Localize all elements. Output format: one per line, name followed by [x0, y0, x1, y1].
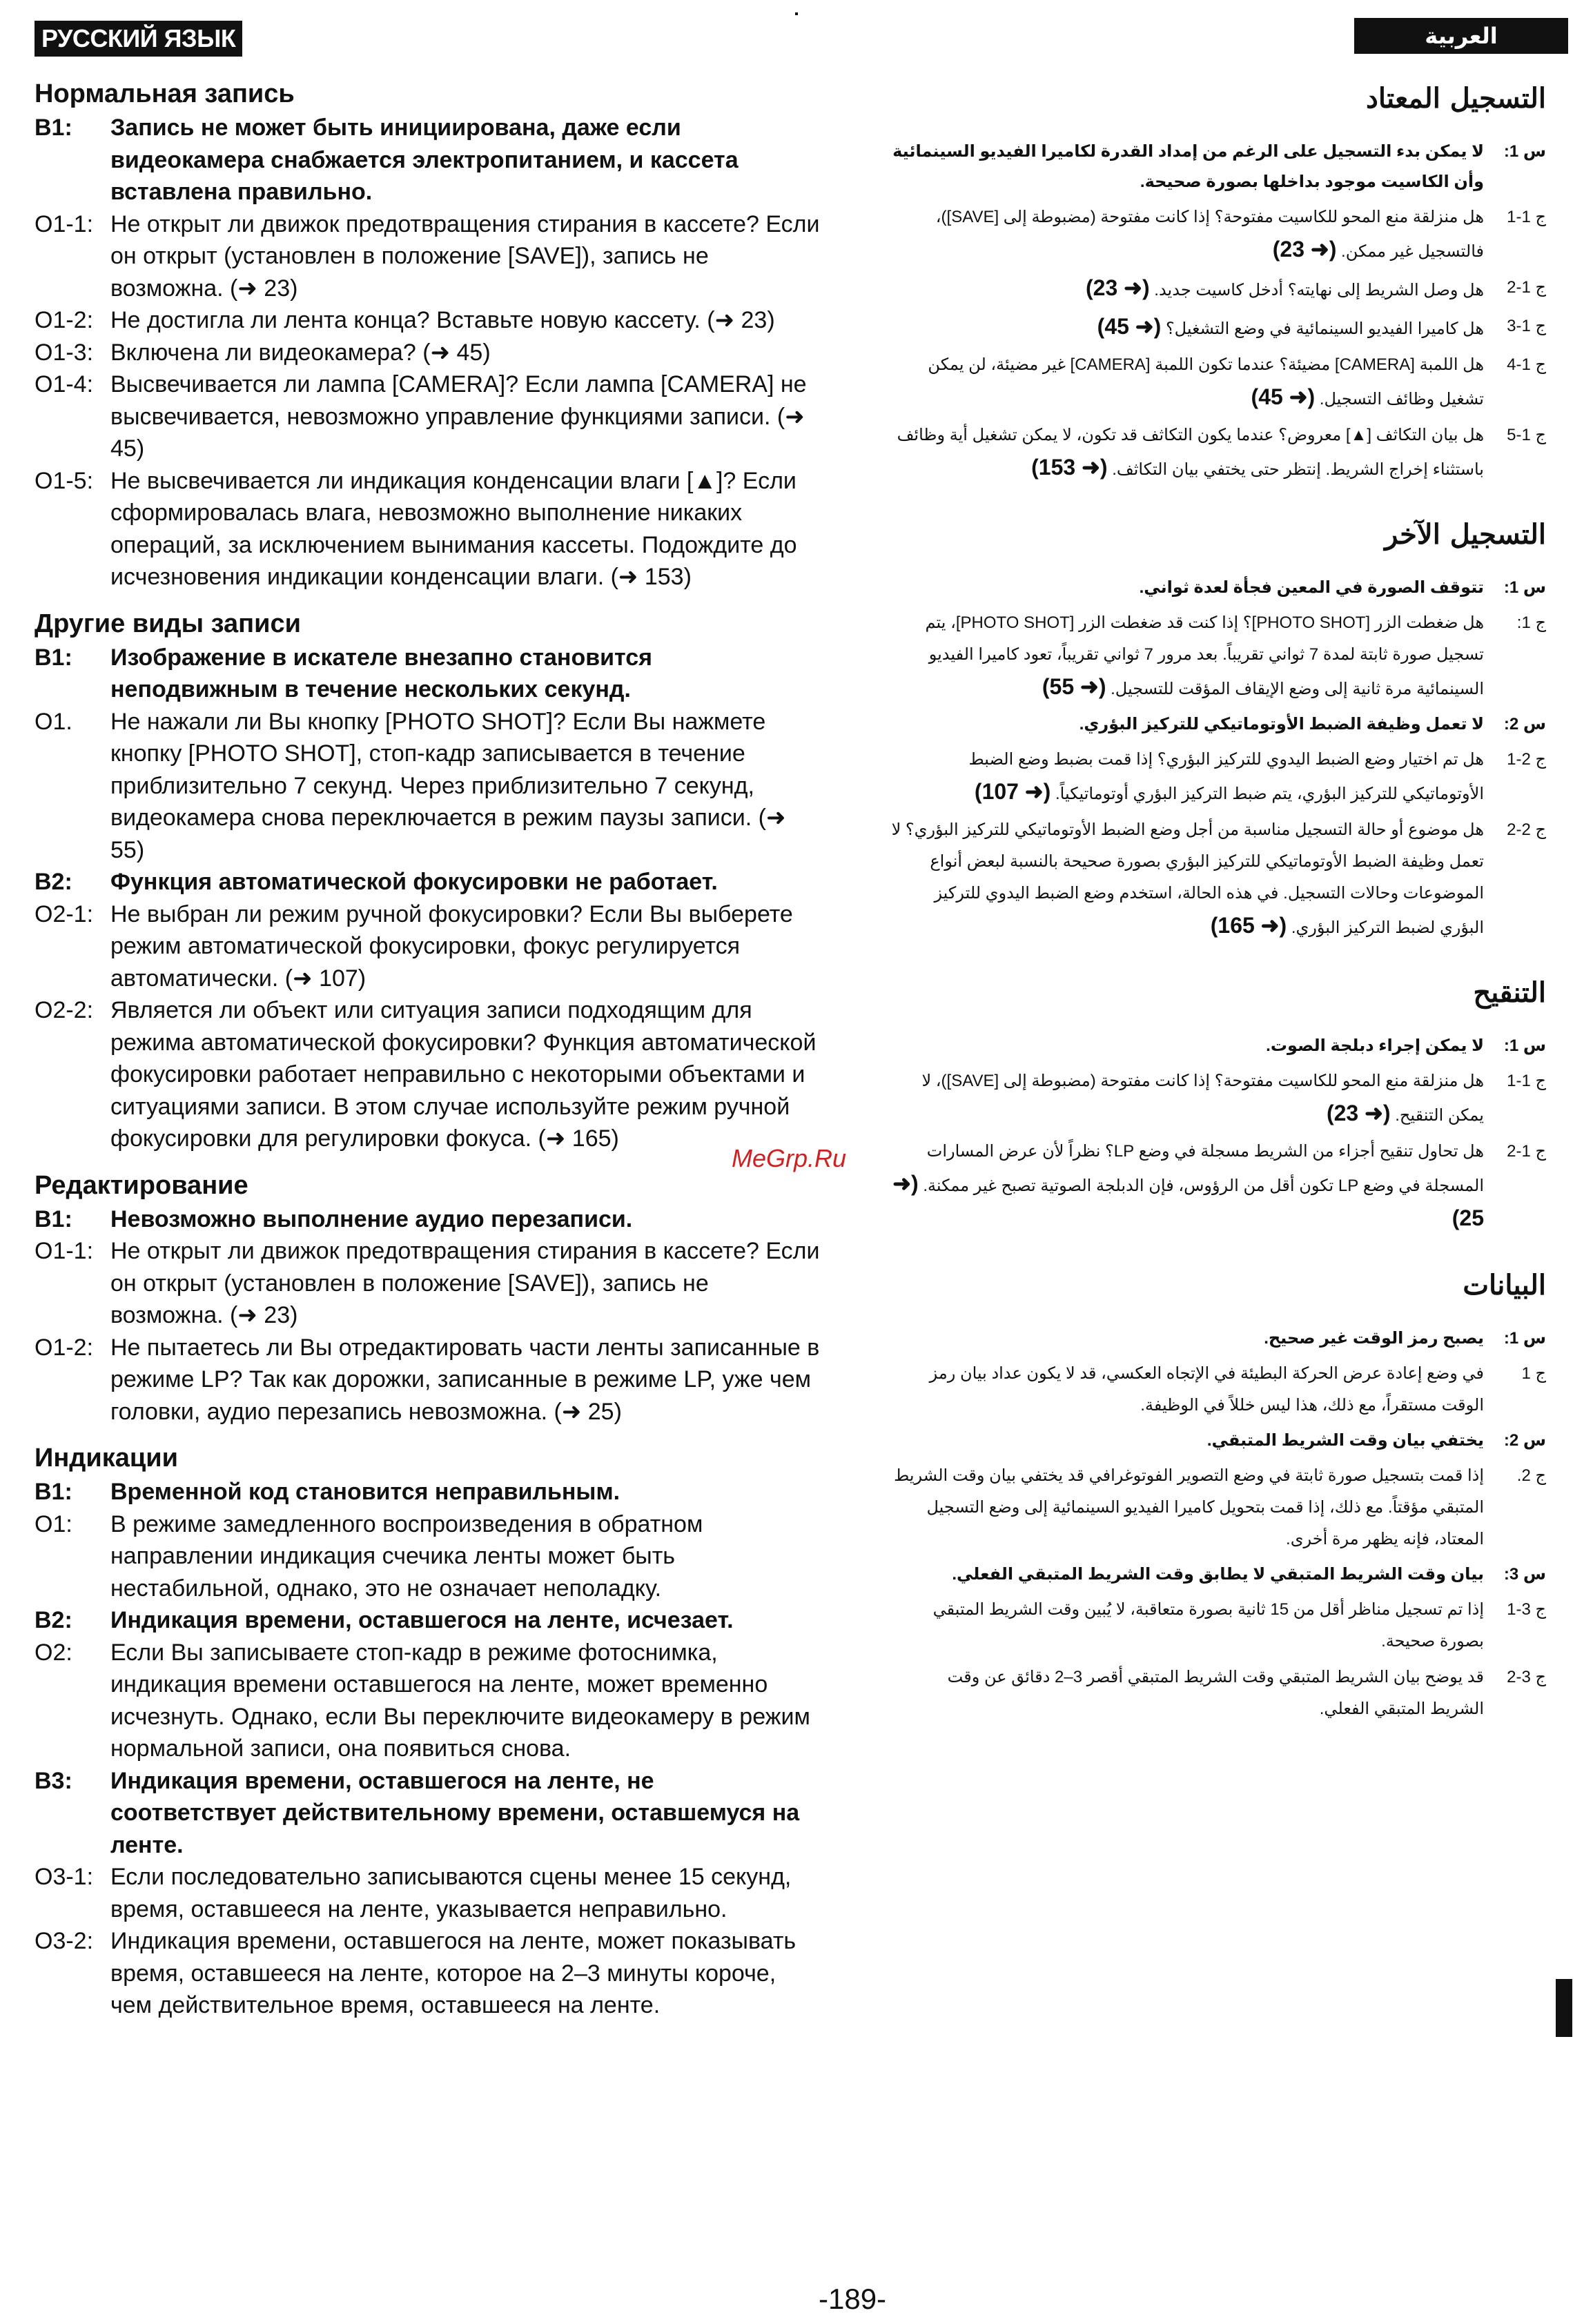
item-body: بيان وقت الشريط المتبقي لا يطابق وقت الشريط المتبقي الفعلي.	[952, 1565, 1484, 1584]
ar-section	[890, 972, 1546, 1237]
item-key: ج 1-2	[1507, 278, 1546, 297]
item-body: يصبح رمز الوقت غير صحيح.	[1264, 1329, 1484, 1348]
page-reference[interactable]: (➜ 55)	[1042, 674, 1106, 699]
russian-column	[35, 77, 821, 2036]
item-body: هل اللمبة [CAMERA] مضيئة؟ عندما تكون اللمبة [CAMERA] غير مضيئة، لن يمكن تشغيل وظائف التسجيل.	[928, 355, 1484, 408]
item-body: هل ضغطت الزر [PHOTO SHOT]؟ إذا كنت قد ضغطت الزر [PHOTO SHOT]، يتم تسجيل صورة ثابتة لمدة 7 ثواني تقريباً. بعد مرور 7 ثواني تقريباً، تعود كاميرا الفيديو السينمائية مرة ثانية إلى وضع الإيقاف المؤقت للتسجيل.	[925, 613, 1484, 698]
item-text	[890, 607, 1484, 705]
item-body: لا يمكن إجراء دبلجة الصوت.	[1266, 1036, 1484, 1055]
question-row	[890, 137, 1546, 197]
print-dot	[795, 12, 798, 15]
answer-row	[890, 349, 1546, 415]
answer-row	[35, 898, 821, 995]
item-body: قد يوضح بيان الشريط المتبقي وقت الشريط المتبقي أقصر 3–2 دقائق عن وقت الشريط المتبقي الفعلي.	[947, 1668, 1484, 1718]
item-key: О1-1:	[35, 210, 94, 237]
item-text: Индикация времени, оставшегося на ленте, исчезает.	[110, 1607, 734, 1633]
item-key: О2:	[35, 1639, 72, 1666]
question-row	[890, 709, 1546, 740]
page-reference[interactable]: (➜ 107)	[974, 779, 1051, 804]
question-row	[890, 573, 1546, 603]
answer-row	[35, 1925, 821, 2022]
item-text: Не выбран ли режим ручной фокусировки? Если Вы выберете режим автоматической фокусировки, фокус регулируется автоматически. (➜ 107)	[110, 900, 793, 992]
page-reference[interactable]: (➜ 153)	[1031, 455, 1108, 480]
item-text: Является ли объект или ситуация записи подходящим для режима автоматической фокусировки? Функция автоматической фокусировки работает неправильно с некоторыми объектами и ситуациями записи. В этом случае используйте режим ручной фокусировки для регулировки фокуса. (➜ 165)	[110, 997, 817, 1152]
item-text: Невозможно выполнение аудио перезаписи.	[110, 1205, 633, 1232]
answer-row	[890, 744, 1546, 810]
answer-row	[35, 304, 821, 337]
item-key: В1:	[35, 115, 72, 141]
section-heading: التسجيل المعتاد	[1366, 82, 1546, 115]
question-row	[35, 1203, 821, 1236]
answer-row	[890, 1594, 1546, 1657]
item-text	[890, 201, 1484, 268]
item-text: Не достигла ли лента конца? Вставьте новую кассету. (➜ 23)	[110, 307, 775, 333]
item-key: س 1:	[1503, 142, 1546, 161]
item-key: ج 1-4	[1507, 355, 1546, 374]
item-body: هل موضوع أو حالة التسجيل مناسبة من أجل وضع الضبط الأوتوماتيكي للتركيز البؤري؟ لا تعمل وظيفة الضبط الأوتوماتيكي للتركيز البؤري بصورة صحيحة بالنسبة لبعض أنواع الموضوعات وحالات التسجيل. في هذه الحالة، استخدم وضع الضبط اليدوي للتركيز البؤري لضبط التركيز البؤري.	[891, 820, 1484, 937]
item-key: О1-1:	[35, 1238, 94, 1264]
answer-row	[890, 1065, 1546, 1132]
item-body: في وضع إعادة عرض الحركة البطيئة في الإتجاه العكسي، قد لا يكون عداد بيان رمز الوقت مستقراً، مع ذلك، هذا ليس خللاً في الوظيفة.	[929, 1364, 1484, 1415]
item-text	[890, 1426, 1484, 1456]
item-body: هل تحاول تنقيح أجزاء من الشريط مسجلة في وضع LP؟ نظراً لأن عرض المسارات المسجلة في وضع LP تكون أقل من الرؤوس، فإن الدبلجة الصوتية تصبح غير ممكنة.	[923, 1142, 1484, 1195]
ru-section	[35, 1441, 821, 2022]
item-key: ج 1	[1521, 1364, 1546, 1383]
item-key: О1-2:	[35, 307, 94, 333]
item-key: О2-1:	[35, 900, 94, 927]
question-row	[35, 1476, 821, 1508]
answer-row	[890, 814, 1546, 944]
section-heading: التنقيح	[1473, 976, 1546, 1009]
item-text: Индикация времени, оставшегося на ленте, не соответствует действительному времени, оставшемуся на ленте.	[110, 1767, 800, 1858]
item-text	[890, 1065, 1484, 1132]
item-text: Индикация времени, оставшегося на ленте, может показывать время, оставшееся на ленте, которое на 2–3 минуты короче, чем действительное время, оставшееся на ленте.	[110, 1928, 796, 2018]
ar-section	[890, 77, 1546, 486]
ru-section	[35, 77, 821, 593]
question-row	[890, 1323, 1546, 1354]
item-text	[890, 709, 1484, 740]
question-row	[35, 1765, 821, 1862]
item-key: ج 1-1	[1507, 1072, 1546, 1090]
item-body: هل بيان التكاثف [▲] معروض؟ عندما يكون التكاثف قد تكون، لا يمكن تشغيل أية وظائف باستثناء إخراج الشريط. إنتظر حتى يختفي بيان التكاثف.	[897, 426, 1484, 479]
item-text	[890, 272, 1484, 306]
item-text	[890, 1594, 1484, 1657]
item-text: Включена ли видеокамера? (➜ 45)	[110, 339, 491, 366]
item-key: В1:	[35, 644, 72, 671]
item-key: س 1:	[1503, 1036, 1546, 1055]
item-body: هل منزلقة منع المحو للكاسيت مفتوحة؟ إذا كانت مفتوحة (مضبوطة إلى [SAVE])، لا يمكن التنقيح.	[921, 1072, 1484, 1125]
page-reference[interactable]: (➜ 165)	[1210, 913, 1287, 938]
item-text	[890, 573, 1484, 603]
item-text	[890, 744, 1484, 810]
item-text	[890, 137, 1484, 197]
section-heading: Другие виды записи	[35, 609, 301, 638]
answer-row	[35, 1332, 821, 1428]
question-row	[35, 1604, 821, 1637]
item-key: О1-4:	[35, 371, 94, 397]
item-body: هل منزلقة منع المحو للكاسيت مفتوحة؟ إذا كانت مفتوحة (مضبوطة إلى [SAVE])، فالتسجيل غير ممكن.	[935, 208, 1484, 261]
section-heading: Индикации	[35, 1444, 178, 1473]
item-body: لا يمكن بدء التسجيل على الرغم من إمداد القدرة لكاميرا الفيديو السينمائية وأن الكاسيت موجود بداخلها بصورة صحيحة.	[892, 142, 1484, 191]
item-key: س 1:	[1503, 578, 1546, 597]
item-key: О1:	[35, 1510, 72, 1537]
page-reference[interactable]: (➜ 23)	[1326, 1101, 1391, 1125]
answer-row	[890, 420, 1546, 486]
arabic-language-badge: العربية	[1354, 18, 1568, 54]
ar-section	[890, 513, 1546, 944]
question-row	[890, 1426, 1546, 1456]
item-text: Изображение в искателе внезапно становится неподвижным в течение нескольких секунд.	[110, 644, 652, 702]
page-reference[interactable]: (➜ 23)	[1272, 237, 1337, 262]
item-body: هل كاميرا الفيديو السينمائية في وضع التشغيل؟	[1165, 319, 1484, 338]
item-key: س 1:	[1503, 1329, 1546, 1348]
item-text: Запись не может быть инициирована, даже если видеокамера снабжается электропитанием, и кассета вставлена правильно.	[110, 115, 739, 205]
item-key: О2-2:	[35, 997, 94, 1023]
answer-row	[35, 368, 821, 465]
item-key: В1:	[35, 1205, 72, 1232]
answer-row	[890, 1136, 1546, 1237]
item-text: В режиме замедленного воспроизведения в обратном направлении индикация счечика ленты может быть нестабильной, однако, это не означает неполадку.	[110, 1510, 703, 1602]
item-key: ج 1-1	[1507, 208, 1546, 226]
arabic-column	[890, 77, 1546, 1753]
item-text	[890, 814, 1484, 944]
item-text	[890, 1136, 1484, 1237]
item-text	[890, 1460, 1484, 1555]
item-text: Высвечивается ли лампа [CAMERA]? Если лампа [CAMERA] не высвечивается, невозможно управление функциями записи. (➜ 45)	[110, 371, 807, 462]
answer-row	[890, 311, 1546, 345]
item-text	[890, 311, 1484, 345]
question-row	[35, 642, 821, 706]
item-key: О1-5:	[35, 467, 94, 494]
answer-row	[890, 1662, 1546, 1725]
section-heading: Нормальная запись	[35, 79, 295, 108]
answer-row	[35, 465, 821, 593]
item-text: Не пытаетесь ли Вы отредактировать части ленты записанные в режиме LP? Так как дорожки, записанные в режиме LP, уже чем головки, аудио перезапись невозможна. (➜ 25)	[110, 1334, 820, 1425]
section-heading: التسجيل الآخر	[1385, 518, 1546, 551]
item-body: لا تعمل وظيفة الضبط الأوتوماتيكي للتركيز البؤري.	[1079, 715, 1484, 733]
answer-row	[890, 1358, 1546, 1421]
item-key: В3:	[35, 1767, 72, 1794]
answer-row	[35, 208, 821, 305]
item-key: В2:	[35, 1607, 72, 1633]
item-key: س 2:	[1503, 715, 1546, 733]
page-reference[interactable]: (➜ 23)	[1086, 275, 1150, 300]
item-key: ج 2-1	[1507, 750, 1546, 769]
page-reference[interactable]: (➜ 25)	[892, 1171, 1484, 1230]
item-key: О1-2:	[35, 1334, 94, 1361]
answer-row	[890, 1460, 1546, 1555]
page-reference[interactable]: (➜ 45)	[1097, 314, 1162, 339]
item-key: О3-2:	[35, 1928, 94, 1954]
answer-row	[35, 706, 821, 867]
answer-row	[35, 337, 821, 369]
item-body: إذا تم تسجيل مناظر أقل من 15 ثانية بصورة متعاقبة، لا يُبين وقت الشريط المتبقي بصورة صحيحة.	[932, 1600, 1484, 1651]
item-body: هل وصل الشريط إلى نهايته؟ أدخل كاسيت جديد.	[1154, 281, 1484, 299]
ru-section	[35, 607, 821, 1155]
item-key: О3-1:	[35, 1864, 94, 1890]
section-heading: البيانات	[1463, 1269, 1546, 1301]
answer-row	[890, 272, 1546, 306]
item-key: О1.	[35, 708, 72, 735]
question-row	[35, 112, 821, 208]
answer-row	[890, 201, 1546, 268]
page-edge-tab	[1556, 1979, 1572, 2037]
question-row	[890, 1031, 1546, 1061]
answer-row	[35, 1235, 821, 1332]
russian-language-badge: РУССКИЙ ЯЗЫК	[35, 21, 242, 57]
item-key: ج 1:	[1516, 613, 1546, 632]
item-key: ج 2.	[1516, 1466, 1546, 1485]
item-text: Если Вы записываете стоп-кадр в режиме фотоснимка, индикация времени оставшегося на ленте, может временно исчезнуть. Однако, если Вы переключите видеокамеру в режим нормальной записи, она появиться снова.	[110, 1639, 810, 1762]
answer-row	[35, 1861, 821, 1925]
item-key: س 2:	[1503, 1431, 1546, 1450]
item-text: Функция автоматической фокусировки не работает.	[110, 869, 718, 895]
item-text	[890, 420, 1484, 486]
item-text: Если последовательно записываются сцены менее 15 секунд, время, оставшееся на ленте, указывается неправильно.	[110, 1864, 792, 1922]
item-key: س 3:	[1503, 1565, 1546, 1584]
item-key: ج 1-3	[1507, 317, 1546, 335]
ru-section	[35, 1169, 821, 1428]
watermark: MeGrp.Ru	[732, 1144, 847, 1172]
item-text: Временной код становится неправильным.	[110, 1479, 620, 1505]
item-key: ج 1-5	[1507, 426, 1546, 444]
answer-row	[35, 994, 821, 1155]
item-key: В2:	[35, 869, 72, 895]
answer-row	[890, 607, 1546, 705]
answer-row	[35, 1508, 821, 1605]
item-text	[890, 1323, 1484, 1354]
item-key: О1-3:	[35, 339, 94, 366]
item-key: В1:	[35, 1479, 72, 1505]
section-heading: Редактирование	[35, 1170, 248, 1200]
answer-row	[35, 1637, 821, 1765]
item-key: ج 3-2	[1507, 1668, 1546, 1686]
item-key: ج 3-1	[1507, 1600, 1546, 1619]
item-key: ج 2-2	[1507, 820, 1546, 839]
ar-section	[890, 1264, 1546, 1725]
item-body: يختفي بيان وقت الشريط المتبقي.	[1206, 1431, 1484, 1450]
item-text: Не открыт ли движок предотвращения стирания в кассете? Если он открыт (установлен в положение [SAVE]), запись не возможна. (➜ 23)	[110, 1238, 820, 1328]
item-body: هل تم اختيار وضع الضبط اليدوي للتركيز البؤري؟ إذا قمت بضبط وضع الضبط الأوتوماتيكي للتركيز البؤري، يتم ضبط التركيز البؤري أوتوماتيكياً.	[968, 750, 1484, 803]
page-number: -189-	[819, 2283, 887, 2315]
item-text: Не нажали ли Вы кнопку [PHOTO SHOT]? Если Вы нажмете кнопку [PHOTO SHOT], стоп-кадр записывается в течение приблизительно 7 секунд. Через приблизительно 7 секунд, видеокамера снова переключается в режим паузы записи. (➜ 55)	[110, 708, 786, 863]
question-row	[890, 1559, 1546, 1590]
item-text: Не высвечивается ли индикация конденсации влаги [▲]? Если сформировалась влага, невозможно выполнение никаких операций, за исключением вынимания кассеты. Подождите до исчезновения индикации конденсации влаги. (➜ 153)	[110, 467, 797, 590]
item-text	[890, 1662, 1484, 1725]
item-text: Не открыт ли движок предотвращения стирания в кассете? Если он открыт (установлен в положение [SAVE]), запись не возможна. (➜ 23)	[110, 210, 820, 302]
item-text	[890, 349, 1484, 415]
item-text	[890, 1031, 1484, 1061]
item-text	[890, 1559, 1484, 1590]
item-text	[890, 1358, 1484, 1421]
page-reference[interactable]: (➜ 45)	[1251, 384, 1316, 409]
question-row	[35, 866, 821, 898]
item-body: إذا قمت بتسجيل صورة ثابتة في وضع التصوير الفوتوغرافي قد يختفي بيان وقت الشريط المتبقي مؤقتاً. مع ذلك، إذا قمت بتحويل كاميرا الفيديو السينمائية إلى وضع التسجيل المعتاد، فإنه يظهر مرة أخرى.	[894, 1466, 1484, 1548]
item-body: تتوقف الصورة في المعين فجأة لعدة ثواني.	[1139, 578, 1484, 597]
item-key: ج 1-2	[1507, 1142, 1546, 1161]
